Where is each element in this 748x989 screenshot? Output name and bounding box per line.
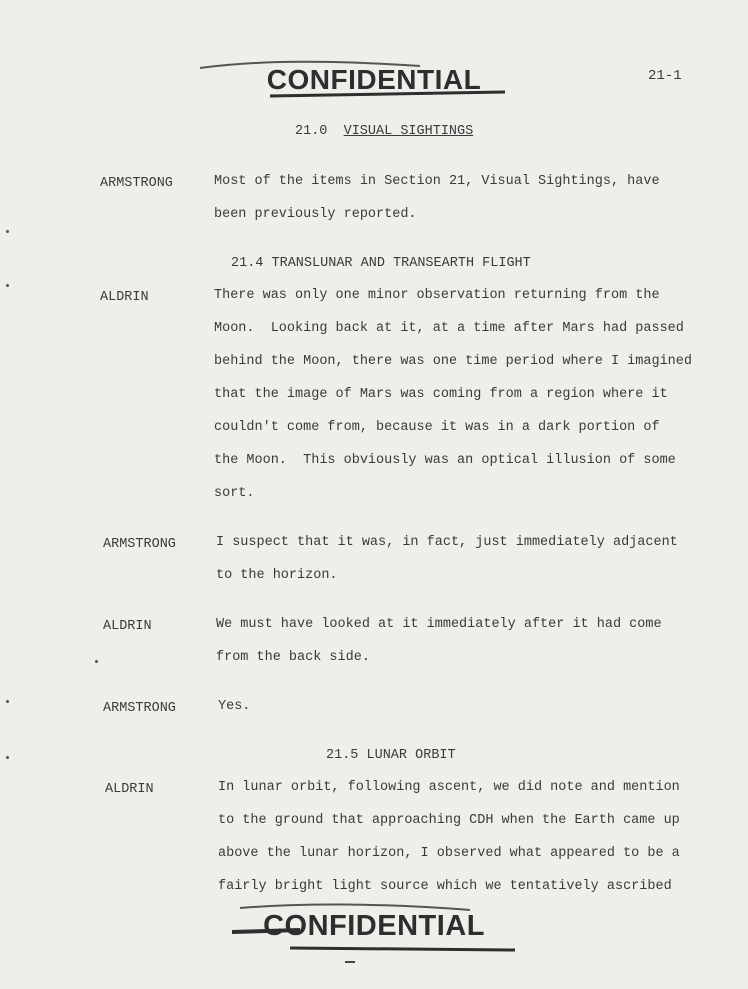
section-title: VISUAL SIGHTINGS — [343, 124, 474, 139]
speaker-label: ARMSTRONG — [100, 176, 173, 191]
paper-speck — [6, 700, 9, 703]
section-number: 21.0 — [295, 124, 328, 139]
dialogue-text: Most of the items in Section 21, Visual Sightings, have been previously reported. — [214, 174, 660, 222]
dialogue-text: There was only one minor observation returning from the Moon. Looking back at it, at a time after Mars had passed behind the Moon, there was one time period where I imagined that the image of Mars was coming from a region where it couldn't come from, because it was in a dark portion of the Moon. This obviously was an optical illusion of some sort. — [214, 288, 692, 501]
confidential-stamp-top: CONFIDENTIAL — [266, 64, 482, 95]
speaker-label: ARMSTRONG — [103, 701, 176, 716]
speaker-label: ARMSTRONG — [103, 537, 176, 552]
paper-speck — [95, 660, 98, 663]
subsection-heading: 21.4 TRANSLUNAR AND TRANSEARTH FLIGHT — [231, 256, 531, 271]
confidential-stamp-bottom: CONFIDENTIAL — [263, 910, 485, 942]
section-heading — [295, 124, 473, 139]
dialogue-text: Yes. — [218, 699, 251, 714]
speaker-label: ALDRIN — [105, 782, 154, 797]
speaker-label: ALDRIN — [100, 290, 149, 305]
dialogue-text: In lunar orbit, following ascent, we did note and mention to the ground that approaching CDH when the Earth came up above the lunar horizon, I observed what appeared to be a fairly bright light source which we tentatively ascribed — [218, 780, 680, 894]
dialogue-text: We must have looked at it immediately after it had come from the back side. — [216, 617, 662, 665]
paper-speck — [6, 284, 9, 287]
paper-speck — [6, 230, 9, 233]
dialogue-text: I suspect that it was, in fact, just immediately adjacent to the horizon. — [216, 535, 678, 583]
paper-speck — [6, 756, 9, 759]
subsection-heading: 21.5 LUNAR ORBIT — [326, 748, 456, 763]
speaker-label: ALDRIN — [103, 619, 152, 634]
page-number: 21-1 — [648, 68, 682, 84]
